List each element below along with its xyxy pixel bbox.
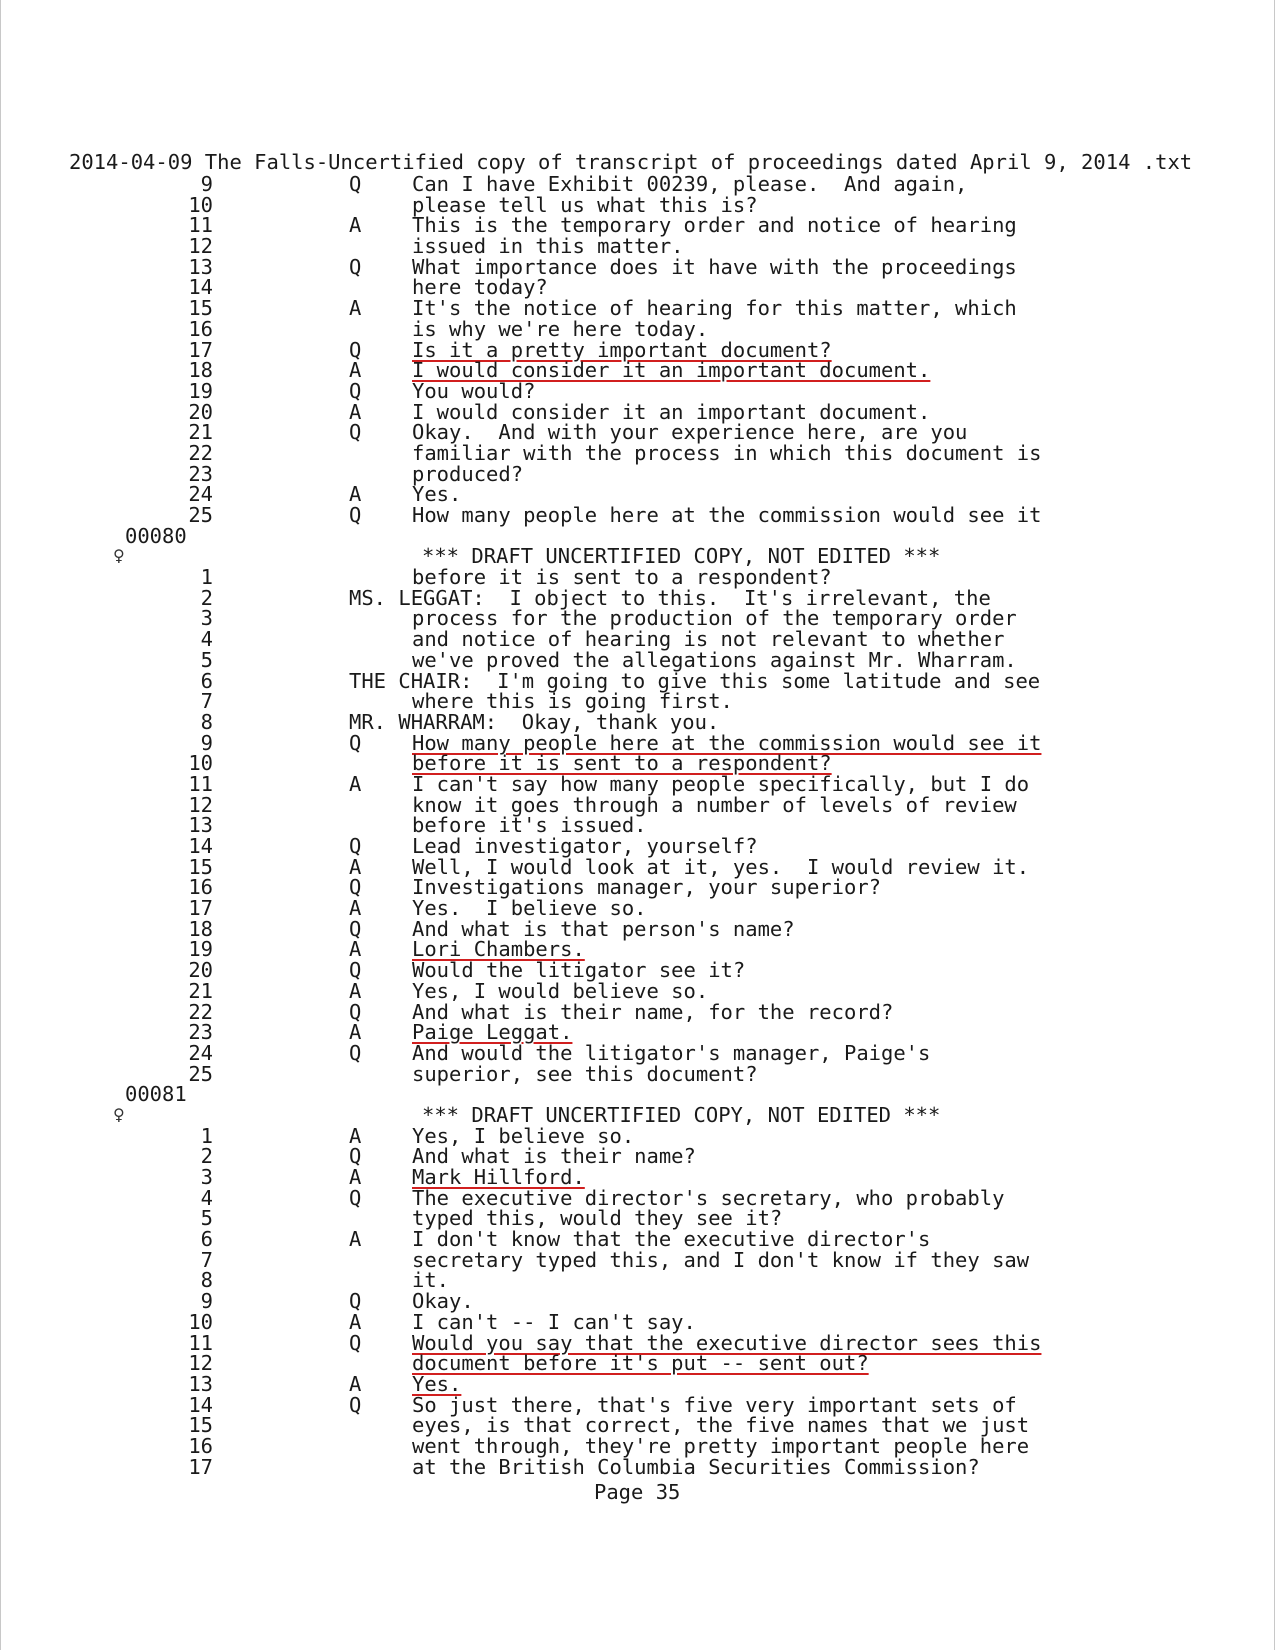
- underlined-testimony: Lori Chambers.: [412, 937, 585, 962]
- testimony-text: eyes, is that correct, the five names that we just: [412, 1413, 1030, 1438]
- transcript-line: [1, 1208, 1275, 1229]
- transcript-line: [1, 1247, 1275, 1272]
- line-number: 21: [188, 420, 213, 445]
- speaker-code: A: [349, 358, 362, 383]
- underlined-testimony: document before it's put -- sent out?: [412, 1351, 869, 1376]
- transcript-line: [1, 440, 1275, 465]
- testimony-text: Okay.: [412, 1289, 474, 1314]
- speaker-statement: MR. WHARRAM: Okay, thank you.: [349, 709, 720, 734]
- speaker-code: Q: [349, 172, 362, 196]
- transcript-line: [1, 1123, 1275, 1148]
- draft-notice-line: [1, 546, 1275, 567]
- transcript-line: [1, 629, 1275, 650]
- line-number: 9: [200, 1289, 213, 1314]
- testimony-text: So just there, that's five very important sets of: [412, 1392, 1017, 1417]
- line-number: 8: [200, 709, 213, 734]
- transcript-line: [1, 939, 1275, 960]
- testimony-text: Investigations manager, your superior?: [412, 875, 881, 900]
- document-header: 2014-04-09 The Falls-Uncertified copy of transcript of proceedings dated April 9, 2014 .txt: [69, 150, 1193, 174]
- line-number: 9: [200, 730, 213, 755]
- line-number: 1: [200, 1123, 213, 1148]
- transcript-line: [1, 1371, 1275, 1396]
- speaker-statement: MS. LEGGAT: I object to this. It's irrelevant, the: [349, 585, 991, 610]
- transcript-line: [1, 730, 1275, 755]
- speaker-code: Q: [349, 1040, 362, 1065]
- speaker-code: Q: [349, 1144, 362, 1169]
- speaker-code: A: [349, 978, 362, 1003]
- line-number: 10: [188, 192, 213, 217]
- page-number: Page 35: [594, 1480, 681, 1504]
- speaker-code: Q: [349, 730, 362, 755]
- underlined-testimony: How many people here at the commission would see it: [412, 730, 1042, 755]
- speaker-code: Q: [349, 337, 362, 362]
- line-number: 15: [188, 854, 213, 879]
- speaker-code: A: [349, 937, 362, 962]
- transcript-line: [1, 1330, 1275, 1355]
- transcript-line: [1, 898, 1275, 919]
- testimony-text: I don't know that the executive director's: [412, 1227, 931, 1252]
- transcript-line: [1, 1291, 1275, 1312]
- line-number: 14: [188, 275, 213, 300]
- line-number: 22: [188, 440, 213, 465]
- transcript-line: [1, 567, 1275, 588]
- speaker-code: Q: [349, 834, 362, 858]
- line-number: 18: [188, 358, 213, 383]
- line-number: 15: [188, 1413, 213, 1438]
- speaker-code: A: [349, 296, 362, 321]
- speaker-code: A: [349, 213, 362, 238]
- line-number: 13: [188, 254, 213, 279]
- testimony-text: know it goes through a number of levels of review: [412, 792, 1017, 817]
- line-number: 17: [188, 337, 213, 362]
- testimony-text: And would the litigator's manager, Paige's: [412, 1040, 931, 1065]
- line-number: 20: [188, 399, 213, 424]
- line-number: 3: [200, 606, 213, 631]
- speaker-code: Q: [349, 916, 362, 941]
- draft-notice: *** DRAFT UNCERTIFIED COPY, NOT EDITED ***: [422, 1102, 941, 1127]
- transcript-line: [1, 1167, 1275, 1188]
- line-number: 11: [188, 213, 213, 238]
- line-number: 23: [188, 1020, 213, 1045]
- testimony-text: Well, I would look at it, yes. I would review it.: [412, 854, 1030, 879]
- line-number: 24: [188, 1040, 213, 1065]
- transcript-line: [1, 1185, 1275, 1210]
- line-number: 7: [200, 689, 213, 714]
- transcript-line: [1, 1061, 1275, 1086]
- line-number: 19: [188, 937, 213, 962]
- transcript-line: [1, 978, 1275, 1003]
- testimony-text: Yes, I believe so.: [412, 1123, 635, 1148]
- underlined-testimony: Would you say that the executive director sees this: [412, 1330, 1042, 1355]
- transcript-line: [1, 254, 1275, 279]
- transcript-line: [1, 585, 1275, 610]
- transcript-body: [1, 174, 1275, 1477]
- testimony-text: issued in this matter.: [412, 234, 684, 259]
- female-sign-icon: ♀: [113, 1104, 125, 1124]
- speaker-code: A: [349, 896, 362, 921]
- speaker-code: Q: [349, 1330, 362, 1355]
- testimony-text: at the British Columbia Securities Commission?: [412, 1454, 980, 1479]
- page-break: [1, 1084, 1275, 1105]
- testimony-text: I can't -- I can't say.: [412, 1309, 696, 1334]
- underlined-testimony: Paige Leggat.: [412, 1020, 573, 1045]
- transcript-line: [1, 505, 1275, 526]
- line-number: 12: [188, 792, 213, 817]
- testimony-text: And what is their name?: [412, 1144, 696, 1169]
- speaker-code: Q: [349, 875, 362, 900]
- testimony-text: And what is their name, for the record?: [412, 999, 894, 1024]
- transcript-line: [1, 236, 1275, 257]
- transcript-line: [1, 608, 1275, 629]
- speaker-code: A: [349, 1227, 362, 1252]
- speaker-code: A: [349, 1371, 362, 1396]
- testimony-text: Yes.: [412, 482, 462, 507]
- line-number: 20: [188, 958, 213, 983]
- testimony-text: Lead investigator, yourself?: [412, 834, 758, 858]
- transcript-line: [1, 771, 1275, 796]
- page-id: 00081: [125, 1082, 187, 1107]
- transcript-line: [1, 877, 1275, 898]
- testimony-text: before it's issued.: [412, 813, 647, 838]
- line-number: 6: [200, 668, 213, 693]
- speaker-code: Q: [349, 1185, 362, 1210]
- transcript-line: [1, 960, 1275, 981]
- line-number: 18: [188, 916, 213, 941]
- line-number: 4: [200, 1185, 213, 1210]
- line-number: 25: [188, 1061, 213, 1086]
- transcript-line: [1, 1433, 1275, 1458]
- speaker-code: Q: [349, 1392, 362, 1417]
- speaker-code: A: [349, 1309, 362, 1334]
- transcript-line: [1, 1415, 1275, 1436]
- transcript-line: [1, 792, 1275, 817]
- transcript-line: [1, 1229, 1275, 1250]
- underlined-testimony: I would consider it an important document.: [412, 358, 931, 383]
- testimony-text: This is the temporary order and notice of hearing: [412, 213, 1017, 238]
- testimony-text: I would consider it an important document.: [412, 399, 931, 424]
- line-number: 5: [200, 1206, 213, 1231]
- transcript-line: [1, 461, 1275, 486]
- speaker-code: A: [349, 1165, 362, 1189]
- line-number: 7: [200, 1247, 213, 1272]
- transcript-line: [1, 484, 1275, 505]
- testimony-text: and notice of hearing is not relevant to whether: [412, 627, 1005, 652]
- transcript-line: [1, 1454, 1275, 1479]
- testimony-text: It's the notice of hearing for this matter, which: [412, 296, 1017, 321]
- speaker-code: A: [349, 771, 362, 796]
- line-number: 10: [188, 1309, 213, 1334]
- transcript-line: [1, 192, 1275, 217]
- transcript-line: [1, 1392, 1275, 1417]
- transcript-line: [1, 691, 1275, 712]
- speaker-code: A: [349, 1020, 362, 1045]
- testimony-text: is why we're here today.: [412, 316, 709, 341]
- underlined-testimony: Is it a pretty important document?: [412, 337, 832, 362]
- page-break: [1, 523, 1275, 548]
- underlined-testimony: before it is sent to a respondent?: [412, 751, 832, 776]
- transcript-line: [1, 298, 1275, 319]
- testimony-text: secretary typed this, and I don't know if they saw: [412, 1247, 1030, 1272]
- line-number: 1: [200, 565, 213, 590]
- testimony-text: How many people here at the commission would see it: [412, 503, 1042, 527]
- transcript-line: [1, 316, 1275, 341]
- female-sign-icon: ♀: [113, 546, 125, 566]
- testimony-text: And what is that person's name?: [412, 916, 795, 941]
- draft-notice: *** DRAFT UNCERTIFIED COPY, NOT EDITED ***: [422, 544, 941, 569]
- speaker-statement: THE CHAIR: I'm going to give this some latitude and see: [349, 668, 1041, 693]
- line-number: 4: [200, 627, 213, 652]
- transcript-line: [1, 916, 1275, 941]
- line-number: 14: [188, 834, 213, 858]
- transcript-line: [1, 854, 1275, 879]
- testimony-text: I can't say how many people specifically, but I do: [412, 771, 1030, 796]
- testimony-text: before it is sent to a respondent?: [412, 565, 832, 590]
- transcript-line: [1, 378, 1275, 403]
- speaker-code: Q: [349, 378, 362, 403]
- testimony-text: we've proved the allegations against Mr. Wharram.: [412, 647, 1017, 672]
- transcript-line: [1, 1146, 1275, 1167]
- line-number: 19: [188, 378, 213, 403]
- speaker-code: A: [349, 399, 362, 424]
- line-number: 16: [188, 875, 213, 900]
- line-number: 9: [200, 172, 213, 196]
- transcript-line: [1, 815, 1275, 836]
- testimony-text: here today?: [412, 275, 548, 300]
- line-number: 17: [188, 1454, 213, 1479]
- page-id: 00080: [125, 523, 187, 548]
- transcript-line: [1, 215, 1275, 236]
- transcript-line: [1, 668, 1275, 693]
- transcript-line: [1, 1040, 1275, 1065]
- transcript-line: [1, 709, 1275, 734]
- testimony-text: went through, they're pretty important people here: [412, 1433, 1030, 1458]
- speaker-code: Q: [349, 420, 362, 445]
- testimony-text: typed this, would they see it?: [412, 1206, 783, 1231]
- line-number: 13: [188, 1371, 213, 1396]
- speaker-code: Q: [349, 999, 362, 1024]
- line-number: 12: [188, 234, 213, 259]
- line-number: 11: [188, 771, 213, 796]
- testimony-text: What importance does it have with the proceedings: [412, 254, 1017, 279]
- line-number: 16: [188, 1433, 213, 1458]
- line-number: 2: [200, 585, 213, 610]
- underlined-testimony: Mark Hillford.: [412, 1165, 585, 1189]
- line-number: 24: [188, 482, 213, 507]
- speaker-code: Q: [349, 503, 362, 527]
- line-number: 14: [188, 1392, 213, 1417]
- testimony-text: superior, see this document?: [412, 1061, 758, 1086]
- transcript-line: [1, 1022, 1275, 1043]
- testimony-text: please tell us what this is?: [412, 192, 758, 217]
- testimony-text: You would?: [412, 378, 536, 403]
- speaker-code: A: [349, 482, 362, 507]
- line-number: 21: [188, 978, 213, 1003]
- transcript-line: [1, 174, 1275, 195]
- underlined-testimony: Yes.: [412, 1371, 462, 1396]
- line-number: 17: [188, 896, 213, 921]
- testimony-text: Would the litigator see it?: [412, 958, 746, 983]
- transcript-line: [1, 647, 1275, 672]
- speaker-code: Q: [349, 958, 362, 983]
- testimony-text: Yes, I would believe so.: [412, 978, 709, 1003]
- draft-notice-line: [1, 1102, 1275, 1127]
- line-number: 25: [188, 503, 213, 527]
- transcript-line: [1, 753, 1275, 774]
- testimony-text: Okay. And with your experience here, are you: [412, 420, 968, 445]
- testimony-text: process for the production of the temporary order: [412, 606, 1017, 631]
- line-number: 16: [188, 316, 213, 341]
- line-number: 5: [200, 647, 213, 672]
- transcript-line: [1, 999, 1275, 1024]
- speaker-code: A: [349, 1123, 362, 1148]
- testimony-text: The executive director's secretary, who probably: [412, 1185, 1005, 1210]
- transcript-line: [1, 1270, 1275, 1291]
- transcript-line: [1, 1309, 1275, 1334]
- line-number: 15: [188, 296, 213, 321]
- transcript-line: [1, 337, 1275, 362]
- line-number: 23: [188, 461, 213, 486]
- transcript-line: [1, 1353, 1275, 1374]
- line-number: 11: [188, 1330, 213, 1355]
- testimony-text: it.: [412, 1268, 450, 1293]
- speaker-code: Q: [349, 254, 362, 279]
- transcript-line: [1, 277, 1275, 298]
- line-number: 10: [188, 751, 213, 776]
- line-number: 3: [200, 1165, 213, 1189]
- testimony-text: Can I have Exhibit 00239, please. And again,: [412, 172, 968, 196]
- speaker-code: A: [349, 854, 362, 879]
- line-number: 6: [200, 1227, 213, 1252]
- transcript-line: [1, 399, 1275, 424]
- transcript-line: [1, 836, 1275, 857]
- testimony-text: familiar with the process in which this document is: [412, 440, 1042, 465]
- line-number: 12: [188, 1351, 213, 1376]
- line-number: 22: [188, 999, 213, 1024]
- testimony-text: produced?: [412, 461, 524, 486]
- transcript-line: [1, 422, 1275, 443]
- testimony-text: Yes. I believe so.: [412, 896, 647, 921]
- speaker-code: Q: [349, 1289, 362, 1314]
- transcript-line: [1, 360, 1275, 381]
- line-number: 13: [188, 813, 213, 838]
- line-number: 2: [200, 1144, 213, 1169]
- line-number: 8: [200, 1268, 213, 1293]
- testimony-text: where this is going first.: [412, 689, 733, 714]
